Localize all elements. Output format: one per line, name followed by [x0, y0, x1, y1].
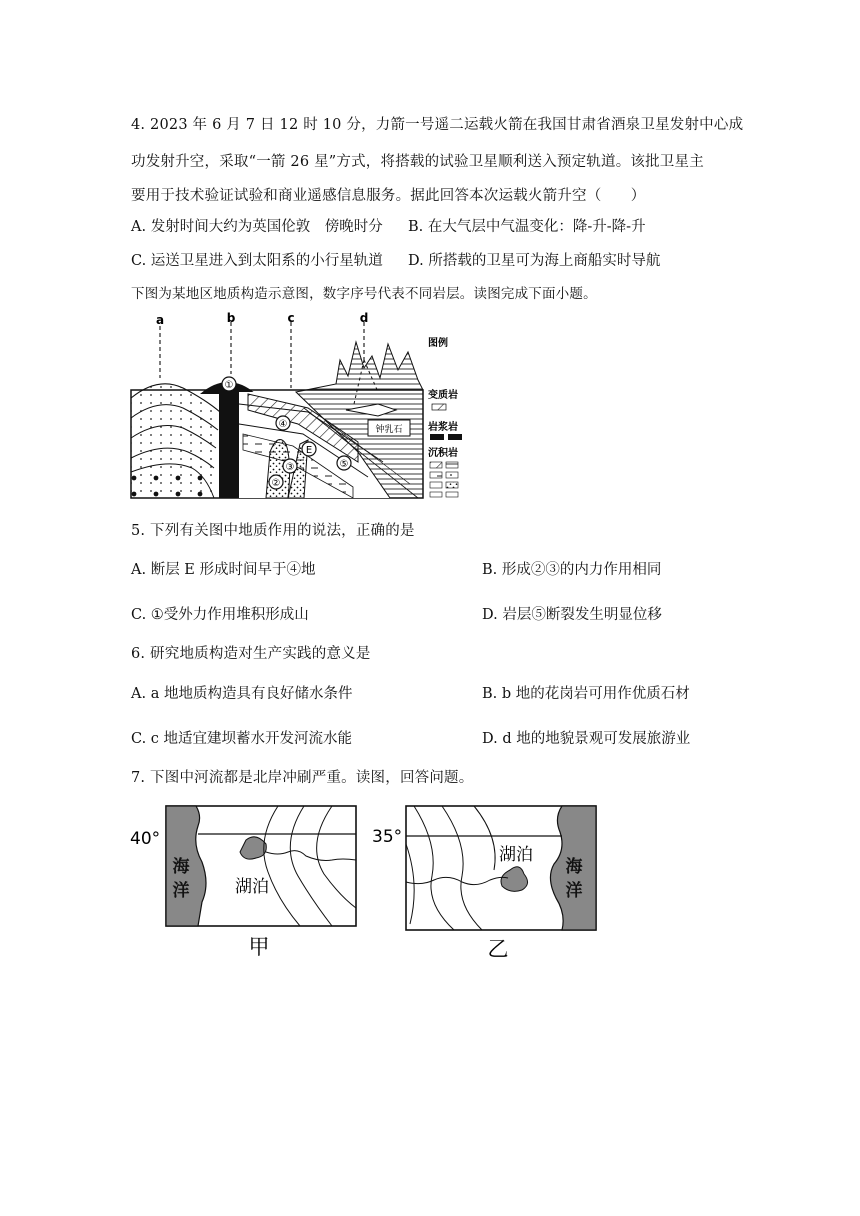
map-jia-ocean-1: 海: [172, 857, 190, 877]
label-stalactite: 钟乳石: [375, 425, 403, 435]
q5-option-c: C. ①受外力作用堆积形成山: [131, 607, 309, 623]
map-jia-ocean-2: 洋: [172, 881, 190, 901]
q4-option-d: D. 所搭载的卫星可为海上商船实时导航: [408, 253, 661, 269]
label-d: d: [359, 312, 369, 325]
q6-option-c: C. c 地适宜建坝蓄水开发河流水能: [131, 731, 353, 747]
map-yi-ocean-1: 海: [565, 857, 583, 877]
map-jia: [128, 804, 360, 960]
q6-stem: 6. 研究地质构造对生产实践的意义是: [131, 646, 371, 662]
q4-stem-line2: 功发射升空，采取“一箭 26 星”方式，将搭载的试验卫星顺利送入预定轨道。该批卫星主: [131, 154, 704, 170]
label-layer-4: ④: [278, 419, 288, 430]
legend-igneous: 岩浆岩: [428, 422, 458, 433]
map-yi-latitude: 35°: [372, 827, 403, 847]
q4-option-b: B. 在大气层中气温变化：降-升-降-升: [408, 219, 646, 235]
map-yi-ocean-2: 洋: [565, 881, 583, 901]
map-jia-lake: 湖泊: [235, 877, 269, 897]
q6-option-b: B. b 地的花岗岩可用作优质石材: [482, 686, 690, 702]
q4-stem-line1: 4. 2023 年 6 月 7 日 12 时 10 分，力箭一号遥二运载火箭在我国甘肃省酒泉卫星发射中心成: [131, 117, 744, 133]
q4-option-a: A. 发射时间大约为英国伦敦 傍晚时分: [131, 219, 383, 235]
legend-metamorphic: 变质岩: [428, 390, 458, 401]
label-layer-3: ③: [285, 462, 295, 473]
q7-stem: 7. 下图中河流都是北岸冲刷严重。读图，回答问题。: [131, 770, 474, 786]
map-yi-caption: 乙: [487, 937, 509, 960]
map-yi-lake: 湖泊: [499, 845, 533, 865]
q5-option-a: A. 断层 E 形成时间早于④地: [131, 562, 316, 578]
legend-sedimentary: 沉积岩: [428, 448, 458, 459]
geo-intro: 下图为某地区地质构造示意图，数字序号代表不同岩层。读图完成下面小题。: [131, 286, 597, 302]
q5-stem: 5. 下列有关图中地质作用的说法，正确的是: [131, 523, 415, 539]
label-c: c: [287, 312, 295, 325]
map-jia-caption: 甲: [248, 935, 270, 959]
map-yi: [370, 804, 600, 960]
q5-option-d: D. 岩层⑤断裂发生明显位移: [482, 607, 662, 623]
map-jia-latitude: 40°: [130, 829, 161, 849]
q4-stem-line3: 要用于技术验证试验和商业遥感信息服务。据此回答本次运载火箭升空（ ）: [131, 188, 646, 204]
q6-option-a: A. a 地地质构造具有良好储水条件: [131, 686, 353, 702]
label-a: a: [155, 313, 165, 327]
legend-title: 图例: [428, 338, 448, 349]
label-layer-5: ⑤: [339, 459, 349, 470]
q5-option-b: B. 形成②③的内力作用相同: [482, 562, 662, 578]
label-layer-2: ②: [271, 478, 281, 489]
q4-option-c: C. 运送卫星进入到太阳系的小行星轨道: [131, 253, 383, 269]
label-layer-1: ①: [224, 380, 234, 391]
label-fault-e: E: [305, 445, 313, 456]
q6-option-d: D. d 地的地貌景观可发展旅游业: [482, 731, 691, 747]
label-b: b: [226, 312, 236, 325]
geologic-section-figure: [128, 312, 473, 502]
